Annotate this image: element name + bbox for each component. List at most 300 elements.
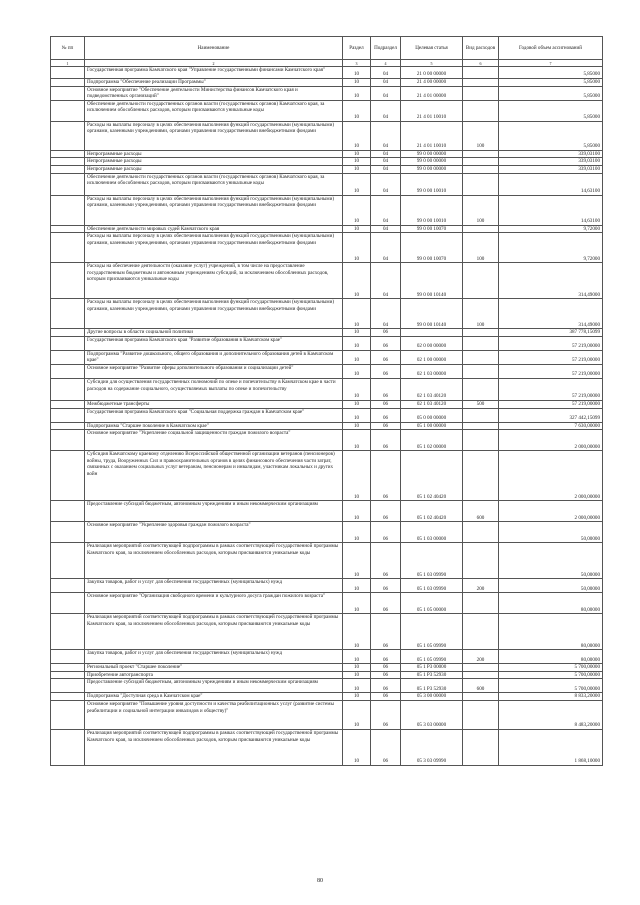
row-razdel-cell: 10	[343, 522, 371, 543]
row-target-article-cell: 02 1 03 40120	[401, 400, 463, 408]
row-podrazdel-cell: 06	[371, 679, 401, 693]
row-podrazdel-cell: 06	[371, 350, 401, 364]
header-name: Наименование	[85, 37, 343, 60]
row-expense-type-cell	[463, 664, 499, 672]
row-number-cell	[51, 233, 85, 263]
row-target-article-cell: 05 1 P3 52930	[401, 671, 463, 679]
row-number-cell	[51, 430, 85, 451]
table-row	[51, 173, 603, 195]
row-razdel-cell: 10	[343, 79, 371, 87]
row-podrazdel-cell: 06	[371, 579, 401, 593]
row-expense-type-cell	[463, 350, 499, 364]
row-amount-cell: 8 483,20000	[499, 700, 603, 729]
row-target-article-cell: 99 0 00 10140	[401, 263, 463, 299]
row-razdel-cell: 10	[343, 336, 371, 350]
row-expense-type-cell	[463, 430, 499, 451]
row-target-article-cell	[401, 329, 463, 337]
row-name-cell: Приобретение автотранспорта	[85, 671, 343, 679]
row-name-cell: Другие вопросы в области социальной политики	[85, 329, 343, 337]
row-amount-cell: 2 000,00000	[499, 501, 603, 522]
row-razdel-cell: 10	[343, 263, 371, 299]
row-target-article-cell: 99 0 00 10010	[401, 173, 463, 195]
row-target-article-cell: 99 0 00 10070	[401, 233, 463, 263]
row-number-cell	[51, 350, 85, 364]
table-row	[51, 350, 603, 364]
header-annual-amount: Годовой объем ассигнований	[499, 37, 603, 60]
row-number-cell	[51, 729, 85, 765]
row-number-cell	[51, 165, 85, 173]
row-amount-cell: 5,85000	[499, 86, 603, 100]
row-target-article-cell: 02 1 00 00000	[401, 350, 463, 364]
table-header-row	[51, 37, 603, 60]
row-number-cell	[51, 579, 85, 593]
row-podrazdel-cell: 04	[371, 225, 401, 233]
row-podrazdel-cell: 06	[371, 522, 401, 543]
table-row	[51, 233, 603, 263]
table-row	[51, 195, 603, 225]
row-target-article-cell: 05 1 03 09990	[401, 579, 463, 593]
row-razdel-cell: 10	[343, 579, 371, 593]
table-row	[51, 86, 603, 100]
row-podrazdel-cell: 04	[371, 173, 401, 195]
row-razdel-cell: 10	[343, 693, 371, 701]
table-row	[51, 422, 603, 430]
row-number-cell	[51, 79, 85, 87]
row-razdel-cell: 10	[343, 350, 371, 364]
row-number-cell	[51, 173, 85, 195]
row-podrazdel-cell: 06	[371, 378, 401, 400]
row-expense-type-cell	[463, 329, 499, 337]
row-podrazdel-cell: 04	[371, 100, 401, 121]
row-podrazdel-cell: 04	[371, 121, 401, 150]
row-podrazdel-cell: 06	[371, 408, 401, 422]
row-target-article-cell: 05 3 03 09990	[401, 729, 463, 765]
row-expense-type-cell: 200	[463, 579, 499, 593]
row-razdel-cell: 10	[343, 364, 371, 378]
row-razdel-cell: 10	[343, 664, 371, 672]
row-target-article-cell: 02 0 00 00000	[401, 336, 463, 350]
row-razdel-cell: 10	[343, 158, 371, 166]
row-target-article-cell: 21 0 00 00000	[401, 67, 463, 79]
row-target-article-cell: 21 4 00 00000	[401, 79, 463, 87]
row-podrazdel-cell: 04	[371, 79, 401, 87]
row-name-cell: Субсидия Камчатскому краевому отделению Всероссийской общественной организации ветеранов (пенсионеров) войны, труда, Вооруженных Сил и правоохранительных органов в целях финансового обеспечения части затрат, связанных с оказанием социальных услуг ветеранам, пенсионерам и инвалидам, участникам локальных и других войн	[85, 451, 343, 501]
row-target-article-cell: 99 0 00 10070	[401, 225, 463, 233]
row-amount-cell: 5,85000	[499, 121, 603, 150]
table-row	[51, 408, 603, 422]
row-number-cell	[51, 664, 85, 672]
row-expense-type-cell: 200	[463, 650, 499, 664]
row-number-cell	[51, 336, 85, 350]
row-name-cell: Реализация мероприятий соответствующей подпрограммы в рамках соответствующей государственной программы Камчатского края, за исключением обособленных расходов, которым присваиваются уникальные коды	[85, 543, 343, 579]
page-number: 80	[317, 878, 323, 884]
table-row	[51, 522, 603, 543]
row-expense-type-cell	[463, 522, 499, 543]
table-row	[51, 121, 603, 150]
row-podrazdel-cell: 04	[371, 67, 401, 79]
row-target-article-cell: 05 1 03 00000	[401, 522, 463, 543]
row-amount-cell: 50,00000	[499, 543, 603, 579]
table-body	[51, 67, 603, 766]
row-podrazdel-cell: 06	[371, 430, 401, 451]
row-name-cell: Обеспечение деятельности государственных органов власти (государственных органов) Камчатского края, за исключением обособленных расходов, которым присваиваются уникальные коды	[85, 173, 343, 195]
row-number-cell	[51, 522, 85, 543]
index-cell: 3	[343, 60, 371, 67]
row-target-article-cell: 99 0 00 10140	[401, 299, 463, 329]
row-amount-cell: 57 219,00000	[499, 350, 603, 364]
row-name-cell: Обеспечение деятельности мировых судей Камчатского края	[85, 225, 343, 233]
row-number-cell	[51, 679, 85, 693]
row-podrazdel-cell: 04	[371, 195, 401, 225]
header-number: № пп	[51, 37, 85, 60]
row-name-cell: Предоставление субсидий бюджетным, автономным учреждениям и иным некоммерческим организациям	[85, 501, 343, 522]
row-number-cell	[51, 150, 85, 158]
table-row	[51, 729, 603, 765]
row-number-cell	[51, 121, 85, 150]
row-name-cell: Субсидии для осуществления государственных полномочий по опеке и попечительству в Камчатском крае в части расходов на содержание социального, осуществляемых выплаты по опеке и попечительству	[85, 378, 343, 400]
row-name-cell: Реализация мероприятий соответствующей подпрограммы в рамках соответствующей государственной программы Камчатского края, за исключением обособленных расходов, которым присваиваются уникальные коды	[85, 729, 343, 765]
row-target-article-cell: 05 0 00 00000	[401, 408, 463, 422]
table-row	[51, 700, 603, 729]
row-amount-cell: 5 700,00000	[499, 679, 603, 693]
table-row	[51, 679, 603, 693]
row-target-article-cell: 05 1 03 09990	[401, 543, 463, 579]
row-podrazdel-cell: 06	[371, 400, 401, 408]
row-podrazdel-cell: 06	[371, 650, 401, 664]
row-razdel-cell: 10	[343, 225, 371, 233]
row-amount-cell: 7 630,00000	[499, 422, 603, 430]
row-amount-cell: 1 868,10000	[499, 729, 603, 765]
table-row	[51, 329, 603, 337]
row-amount-cell: 50,00000	[499, 522, 603, 543]
row-amount-cell: 9,72000	[499, 225, 603, 233]
row-name-cell: Расходы на обеспечение деятельности (оказание услуг) учреждений, в том числе на предоставление государственным бюджетным и автономным учреждениям субсидий, за исключением обособленных расходов, которым присваиваются уникальные коды	[85, 263, 343, 299]
row-expense-type-cell	[463, 225, 499, 233]
table-row	[51, 150, 603, 158]
table-row	[51, 543, 603, 579]
row-amount-cell: 57 219,00000	[499, 364, 603, 378]
row-expense-type-cell	[463, 100, 499, 121]
row-number-cell	[51, 422, 85, 430]
row-podrazdel-cell: 06	[371, 700, 401, 729]
row-podrazdel-cell: 04	[371, 86, 401, 100]
row-amount-cell: 80,00000	[499, 593, 603, 614]
row-number-cell	[51, 364, 85, 378]
row-razdel-cell: 10	[343, 150, 371, 158]
row-name-cell: Основное мероприятие "Обеспечение деятельности Министерства финансов Камчатского края и подведомственных организаций"	[85, 86, 343, 100]
row-name-cell: Непрограммные расходы	[85, 165, 343, 173]
row-amount-cell: 57 219,00000	[499, 336, 603, 350]
row-name-cell: Основное мероприятие "Укрепление здоровья граждан пожилого возраста"	[85, 522, 343, 543]
table-index-row	[51, 60, 603, 67]
row-number-cell	[51, 329, 85, 337]
row-number-cell	[51, 671, 85, 679]
row-number-cell	[51, 543, 85, 579]
row-number-cell	[51, 67, 85, 79]
row-number-cell	[51, 100, 85, 121]
row-target-article-cell: 99 0 00 00000	[401, 150, 463, 158]
table-row	[51, 79, 603, 87]
row-expense-type-cell	[463, 67, 499, 79]
row-razdel-cell: 10	[343, 593, 371, 614]
row-razdel-cell: 10	[343, 67, 371, 79]
row-number-cell	[51, 408, 85, 422]
row-razdel-cell: 10	[343, 543, 371, 579]
row-number-cell	[51, 299, 85, 329]
row-expense-type-cell	[463, 79, 499, 87]
row-number-cell	[51, 400, 85, 408]
row-podrazdel-cell: 04	[371, 263, 401, 299]
table-row	[51, 430, 603, 451]
row-number-cell	[51, 501, 85, 522]
row-number-cell	[51, 593, 85, 614]
row-expense-type-cell: 600	[463, 501, 499, 522]
row-number-cell	[51, 195, 85, 225]
table-row	[51, 593, 603, 614]
row-number-cell	[51, 86, 85, 100]
row-amount-cell: 5,85000	[499, 79, 603, 87]
row-podrazdel-cell: 06	[371, 422, 401, 430]
row-razdel-cell: 10	[343, 671, 371, 679]
row-target-article-cell: 05 1 05 09990	[401, 614, 463, 650]
index-cell: 2	[85, 60, 343, 67]
row-name-cell: Межбюджетные трансферты	[85, 400, 343, 408]
row-name-cell: Непрограммные расходы	[85, 150, 343, 158]
row-amount-cell: 314,49000	[499, 299, 603, 329]
row-razdel-cell: 10	[343, 233, 371, 263]
row-amount-cell: 8 833,20000	[499, 693, 603, 701]
row-amount-cell: 5 700,00000	[499, 671, 603, 679]
row-amount-cell: 9,72000	[499, 233, 603, 263]
row-target-article-cell: 05 1 P3 52930	[401, 679, 463, 693]
row-name-cell: Расходы на выплаты персоналу в целях обеспечения выполнения функций государственными (муниципальными) органами, казенными учреждениями, органами управления государственными внебюджетными фондами	[85, 299, 343, 329]
row-podrazdel-cell: 06	[371, 693, 401, 701]
row-name-cell: Государственная программа Камчатского края "Развитие образования в Камчатском крае"	[85, 336, 343, 350]
row-expense-type-cell	[463, 543, 499, 579]
row-podrazdel-cell: 06	[371, 614, 401, 650]
header-target-article: Целевая статья	[401, 37, 463, 60]
row-expense-type-cell: 100	[463, 299, 499, 329]
row-razdel-cell: 10	[343, 173, 371, 195]
row-razdel-cell: 10	[343, 430, 371, 451]
row-amount-cell: 5,85000	[499, 100, 603, 121]
row-expense-type-cell	[463, 700, 499, 729]
table-row	[51, 671, 603, 679]
row-number-cell	[51, 614, 85, 650]
budget-table	[50, 36, 603, 766]
table-row	[51, 579, 603, 593]
row-expense-type-cell	[463, 364, 499, 378]
header-expense-type: Вид расходов	[463, 37, 499, 60]
row-target-article-cell: 05 1 02 40420	[401, 501, 463, 522]
row-name-cell: Закупка товаров, работ и услуг для обеспечения государственных (муниципальных) нужд	[85, 579, 343, 593]
row-name-cell: Региональный проект "Старшее поколение"	[85, 664, 343, 672]
row-amount-cell: 80,00000	[499, 614, 603, 650]
row-expense-type-cell: 100	[463, 233, 499, 263]
row-name-cell: Подпрограмма "Развитие дошкольного, общего образования и дополнительного образования детей в Камчатском крае"	[85, 350, 343, 364]
table-row	[51, 650, 603, 664]
row-name-cell: Расходы на выплаты персоналу в целях обеспечения выполнения функций государственными (муниципальными) органами, казенными учреждениями, органами управления государственными внебюджетными фондами	[85, 195, 343, 225]
row-expense-type-cell	[463, 408, 499, 422]
row-expense-type-cell	[463, 693, 499, 701]
row-amount-cell: 327 442,15099	[499, 408, 603, 422]
row-podrazdel-cell: 04	[371, 150, 401, 158]
table-row	[51, 501, 603, 522]
row-razdel-cell: 10	[343, 100, 371, 121]
row-amount-cell: 2 000,00000	[499, 451, 603, 501]
row-amount-cell: 57 219,00000	[499, 400, 603, 408]
row-name-cell: Подпрограмма "Старшее поколение в Камчатском крае"	[85, 422, 343, 430]
row-number-cell	[51, 158, 85, 166]
row-razdel-cell: 10	[343, 408, 371, 422]
row-razdel-cell: 10	[343, 451, 371, 501]
row-expense-type-cell: 600	[463, 679, 499, 693]
row-name-cell: Государственная программа Камчатского края "Управление государственными финансами Камчатского края"	[85, 67, 343, 79]
row-expense-type-cell	[463, 614, 499, 650]
table-row	[51, 158, 603, 166]
row-target-article-cell: 99 0 00 10010	[401, 195, 463, 225]
row-razdel-cell: 10	[343, 195, 371, 225]
row-target-article-cell: 05 3 03 00000	[401, 700, 463, 729]
row-expense-type-cell	[463, 378, 499, 400]
row-expense-type-cell	[463, 158, 499, 166]
row-target-article-cell: 99 0 00 00000	[401, 158, 463, 166]
row-razdel-cell: 10	[343, 400, 371, 408]
row-number-cell	[51, 693, 85, 701]
row-razdel-cell: 10	[343, 501, 371, 522]
row-expense-type-cell	[463, 422, 499, 430]
row-name-cell: Расходы на выплаты персоналу в целях обеспечения выполнения функций государственными (муниципальными) органами, казенными учреждениями, органами управления государственными внебюджетными фондами	[85, 233, 343, 263]
row-target-article-cell: 99 0 00 00000	[401, 165, 463, 173]
row-amount-cell: 5 700,00000	[499, 664, 603, 672]
table-row	[51, 364, 603, 378]
row-razdel-cell: 10	[343, 700, 371, 729]
index-cell: 6	[463, 60, 499, 67]
row-podrazdel-cell: 06	[371, 671, 401, 679]
row-expense-type-cell	[463, 336, 499, 350]
row-name-cell: Расходы на выплаты персоналу в целях обеспечения выполнения функций государственными (муниципальными) органами, казенными учреждениями, органами управления государственными внебюджетными фондами	[85, 121, 343, 150]
row-amount-cell: 314,49000	[499, 263, 603, 299]
row-number-cell	[51, 700, 85, 729]
row-target-article-cell: 05 3 00 00000	[401, 693, 463, 701]
row-name-cell: Государственная программа Камчатского края "Социальная поддержка граждан в Камчатском крае"	[85, 408, 343, 422]
row-razdel-cell: 10	[343, 165, 371, 173]
index-cell: 4	[371, 60, 401, 67]
row-name-cell: Непрограммные расходы	[85, 158, 343, 166]
table-row	[51, 299, 603, 329]
row-expense-type-cell	[463, 86, 499, 100]
index-cell: 7	[499, 60, 603, 67]
row-amount-cell: 14,63100	[499, 195, 603, 225]
row-expense-type-cell	[463, 671, 499, 679]
row-target-article-cell: 05 1 00 00000	[401, 422, 463, 430]
table-row	[51, 100, 603, 121]
row-podrazdel-cell: 04	[371, 233, 401, 263]
row-podrazdel-cell: 06	[371, 729, 401, 765]
row-name-cell: Основное мероприятие "Организация свободного времени и культурного досуга граждан пожилого возраста"	[85, 593, 343, 614]
row-razdel-cell: 10	[343, 86, 371, 100]
row-expense-type-cell	[463, 593, 499, 614]
row-expense-type-cell	[463, 451, 499, 501]
table-row	[51, 263, 603, 299]
row-amount-cell: 339,03100	[499, 150, 603, 158]
table-row	[51, 336, 603, 350]
row-name-cell: Основное мероприятие "Развитие сферы дополнительного образования и социализации детей"	[85, 364, 343, 378]
row-expense-type-cell	[463, 263, 499, 299]
row-name-cell: Основное мероприятие "Повышение уровня доступности и качества реабилитационных услуг (развитие системы реабилитации и социальной интеграции инвалидов и обществу)"	[85, 700, 343, 729]
row-razdel-cell: 10	[343, 614, 371, 650]
row-name-cell: Основное мероприятие "Укрепление социальной защищенности граждан пожилого возраста"	[85, 430, 343, 451]
index-cell: 1	[51, 60, 85, 67]
row-target-article-cell: 21 4 01 10010	[401, 121, 463, 150]
row-expense-type-cell: 100	[463, 195, 499, 225]
row-podrazdel-cell: 06	[371, 329, 401, 337]
header-podrazdel: Подраздел	[371, 37, 401, 60]
row-amount-cell: 339,03100	[499, 158, 603, 166]
row-razdel-cell: 10	[343, 679, 371, 693]
row-target-article-cell: 02 1 03 00000	[401, 364, 463, 378]
row-number-cell	[51, 650, 85, 664]
row-razdel-cell: 10	[343, 299, 371, 329]
row-target-article-cell: 21 4 01 00000	[401, 86, 463, 100]
row-expense-type-cell	[463, 150, 499, 158]
row-target-article-cell: 05 1 P3 00000	[401, 664, 463, 672]
row-razdel-cell: 10	[343, 729, 371, 765]
row-name-cell: Подпрограмма "Обеспечение реализации Программы"	[85, 79, 343, 87]
table-row	[51, 400, 603, 408]
row-podrazdel-cell: 06	[371, 593, 401, 614]
table-row	[51, 165, 603, 173]
row-amount-cell: 80,00000	[499, 650, 603, 664]
row-target-article-cell: 21 4 01 10010	[401, 100, 463, 121]
row-name-cell: Предоставление субсидий бюджетным, автономным учреждениям и иным некоммерческим организациям	[85, 679, 343, 693]
row-amount-cell: 57 219,00000	[499, 378, 603, 400]
row-number-cell	[51, 225, 85, 233]
row-razdel-cell: 10	[343, 650, 371, 664]
row-name-cell: Обеспечение деятельности государственных органов власти (государственных органов) Камчатского края, за исключением обособленных расходов, которым присваиваются уникальные коды	[85, 100, 343, 121]
row-razdel-cell: 10	[343, 422, 371, 430]
row-target-article-cell: 02 1 03 40120	[401, 378, 463, 400]
row-target-article-cell: 05 1 05 09990	[401, 650, 463, 664]
row-expense-type-cell	[463, 165, 499, 173]
row-podrazdel-cell: 04	[371, 299, 401, 329]
row-razdel-cell: 10	[343, 329, 371, 337]
row-number-cell	[51, 378, 85, 400]
index-cell: 5	[401, 60, 463, 67]
row-target-article-cell: 05 1 05 00000	[401, 593, 463, 614]
budget-table-sheet	[50, 36, 602, 766]
row-podrazdel-cell: 06	[371, 664, 401, 672]
row-amount-cell: 2 000,00000	[499, 430, 603, 451]
row-expense-type-cell	[463, 729, 499, 765]
header-razdel: Раздел	[343, 37, 371, 60]
row-amount-cell: 50,00000	[499, 579, 603, 593]
row-expense-type-cell	[463, 173, 499, 195]
table-row	[51, 614, 603, 650]
row-podrazdel-cell: 04	[371, 158, 401, 166]
row-name-cell: Реализация мероприятий соответствующей подпрограммы в рамках соответствующей государственной программы Камчатского края, за исключением обособленных расходов, которым присваиваются уникальные коды	[85, 614, 343, 650]
row-number-cell	[51, 451, 85, 501]
row-amount-cell: 5,85000	[499, 67, 603, 79]
table-row	[51, 664, 603, 672]
row-podrazdel-cell: 06	[371, 501, 401, 522]
row-amount-cell: 14,63100	[499, 173, 603, 195]
row-razdel-cell: 10	[343, 121, 371, 150]
row-podrazdel-cell: 06	[371, 543, 401, 579]
row-podrazdel-cell: 06	[371, 336, 401, 350]
row-podrazdel-cell: 06	[371, 451, 401, 501]
table-row	[51, 225, 603, 233]
